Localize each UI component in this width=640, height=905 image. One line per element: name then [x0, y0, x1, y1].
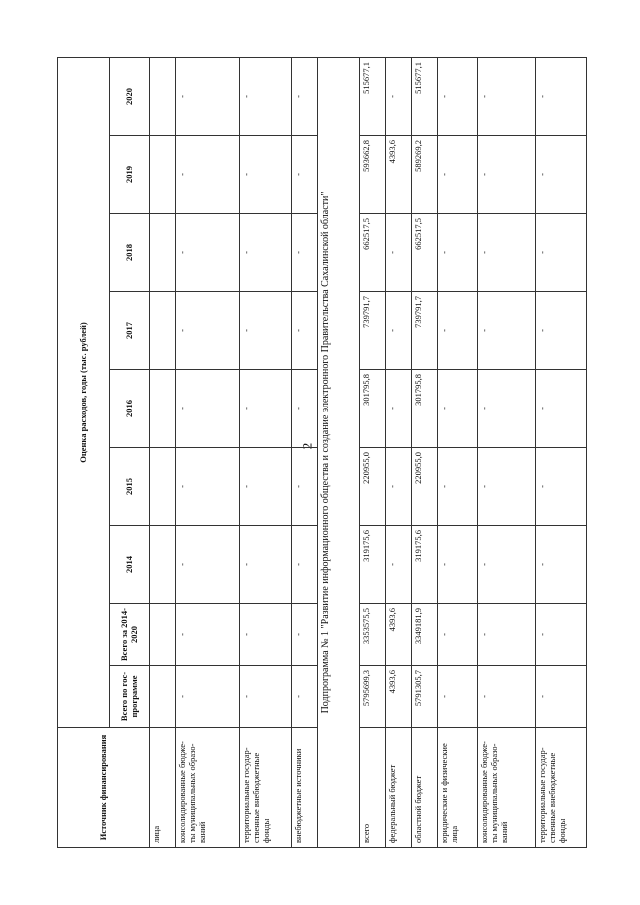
table-cell [150, 666, 176, 728]
table-cell: 5791305,7 [412, 666, 438, 728]
col-header-2018: 2018 [110, 214, 150, 292]
row-label: внебюджетные источники [292, 728, 318, 848]
funding-table [57, 57, 587, 848]
table-cell: 515677,1 [412, 57, 438, 135]
table-cell: - [536, 214, 587, 292]
table-cell: 662517,5 [360, 214, 386, 292]
table-cell: - [536, 666, 587, 728]
row-label: юридические и физические лица [438, 728, 478, 848]
table-cell [150, 604, 176, 666]
table-cell: - [292, 666, 318, 728]
table-row [292, 57, 318, 847]
table-cell: 319175,6 [360, 526, 386, 604]
row-label: консолидированные бюдже-ты муниципальных образо-ваний [478, 728, 536, 848]
table-cell: 301795,8 [412, 370, 438, 448]
table-cell: 515677,1 [360, 57, 386, 135]
table-cell: - [240, 136, 292, 214]
table-row [150, 57, 176, 847]
table-row [240, 57, 292, 847]
table-cell: - [438, 526, 478, 604]
table-cell: - [176, 370, 240, 448]
table-cell: - [478, 666, 536, 728]
table-cell: - [438, 292, 478, 370]
row-label: территориальные государ-ственные внебюджетные фонды [536, 728, 587, 848]
table-cell: - [478, 214, 536, 292]
table-cell: - [478, 448, 536, 526]
table-cell: 319175,6 [412, 526, 438, 604]
table-row [176, 57, 240, 847]
table-cell: - [240, 57, 292, 135]
table-cell [150, 370, 176, 448]
table-cell: 3349181,9 [412, 604, 438, 666]
col-header-2015: 2015 [110, 448, 150, 526]
table-cell: - [536, 292, 587, 370]
table-cell: - [438, 666, 478, 728]
row-label: территориальные государ-ственные внебюджетные фонды [240, 728, 292, 848]
table-cell: - [438, 57, 478, 135]
table-cell: - [176, 136, 240, 214]
table-row [536, 57, 587, 847]
table-cell: - [536, 526, 587, 604]
table-cell: - [386, 526, 412, 604]
col-header-2020: 2020 [110, 57, 150, 135]
col-header-2017: 2017 [110, 292, 150, 370]
subprogram-row [318, 57, 360, 847]
table-cell: - [292, 136, 318, 214]
table-cell: - [478, 292, 536, 370]
col-header-total-period: Всего за 2014-2020 [110, 604, 150, 666]
table-cell: - [176, 604, 240, 666]
table-row [478, 57, 536, 847]
subprogram-title: Подпрограмма № 1 "Развитие информационного общества и создание электронного Правительства Сахалинской области" [318, 57, 360, 847]
table-row [386, 57, 412, 847]
table-cell: - [292, 214, 318, 292]
col-header-total-program: Всего по гос-программе [110, 666, 150, 728]
table-cell: - [240, 292, 292, 370]
col-header-2019: 2019 [110, 136, 150, 214]
table-cell: - [176, 214, 240, 292]
table-cell [150, 57, 176, 135]
table-cell [150, 136, 176, 214]
table-cell: 589269,2 [412, 136, 438, 214]
table-cell: - [240, 370, 292, 448]
table-cell: 5795699,3 [360, 666, 386, 728]
table-cell: - [176, 57, 240, 135]
table-cell: 4393,6 [386, 666, 412, 728]
table-cell: - [386, 448, 412, 526]
table-cell: 593662,8 [360, 136, 386, 214]
estimate-header: Оценка расходов, годы (тыс. рублей) [58, 57, 110, 727]
table-cell: - [176, 526, 240, 604]
header-row-top [58, 57, 110, 847]
row-label: областной бюджет [412, 728, 438, 848]
funding-table-rotated [57, 58, 586, 848]
table-cell: - [386, 214, 412, 292]
table-cell: - [292, 292, 318, 370]
table-cell: - [536, 370, 587, 448]
table-cell [150, 526, 176, 604]
table-cell: - [386, 370, 412, 448]
table-cell: 739791,7 [412, 292, 438, 370]
table-cell: 301795,8 [360, 370, 386, 448]
source-header: Источник финансирования [58, 728, 150, 848]
table-cell: - [478, 136, 536, 214]
table-cell: - [292, 370, 318, 448]
table-cell: - [478, 57, 536, 135]
table-cell: 739791,7 [360, 292, 386, 370]
table-cell: - [386, 57, 412, 135]
table-cell: - [478, 604, 536, 666]
table-row [412, 57, 438, 847]
table-cell: 220955,0 [360, 448, 386, 526]
table-cell [150, 214, 176, 292]
table-cell: - [438, 604, 478, 666]
table-cell: - [240, 448, 292, 526]
table-cell: 662517,5 [412, 214, 438, 292]
funding-table-container [57, 58, 586, 848]
table-cell: - [240, 666, 292, 728]
table-cell: - [536, 448, 587, 526]
table-cell: - [438, 448, 478, 526]
row-label: лица [150, 728, 176, 848]
table-cell: 3353575,5 [360, 604, 386, 666]
table-row [360, 57, 386, 847]
table-cell: - [240, 604, 292, 666]
row-label: федеральный бюджет [386, 728, 412, 848]
table-cell: - [438, 214, 478, 292]
table-row [438, 57, 478, 847]
table-cell: - [240, 214, 292, 292]
table-cell: 220955,0 [412, 448, 438, 526]
table-cell: - [176, 666, 240, 728]
table-cell: - [292, 604, 318, 666]
table-cell: - [176, 292, 240, 370]
table-cell: - [536, 604, 587, 666]
table-cell: 4393,6 [386, 604, 412, 666]
table-cell: - [438, 370, 478, 448]
table-cell: - [292, 448, 318, 526]
table-cell: - [438, 136, 478, 214]
table-cell: - [240, 526, 292, 604]
table-cell: - [536, 57, 587, 135]
table-cell: - [292, 526, 318, 604]
table-cell [150, 292, 176, 370]
table-cell: - [478, 370, 536, 448]
table-cell: - [292, 57, 318, 135]
table-cell: - [478, 526, 536, 604]
row-label: консолидированные бюдже-ты муниципальных образо-ваний [176, 728, 240, 848]
table-cell: - [386, 292, 412, 370]
table-cell: - [536, 136, 587, 214]
table-cell: 4393,6 [386, 136, 412, 214]
col-header-2014: 2014 [110, 526, 150, 604]
page-number: 2 [299, 442, 315, 450]
table-cell [150, 448, 176, 526]
col-header-2016: 2016 [110, 370, 150, 448]
row-label: всего [360, 728, 386, 848]
table-cell: - [176, 448, 240, 526]
